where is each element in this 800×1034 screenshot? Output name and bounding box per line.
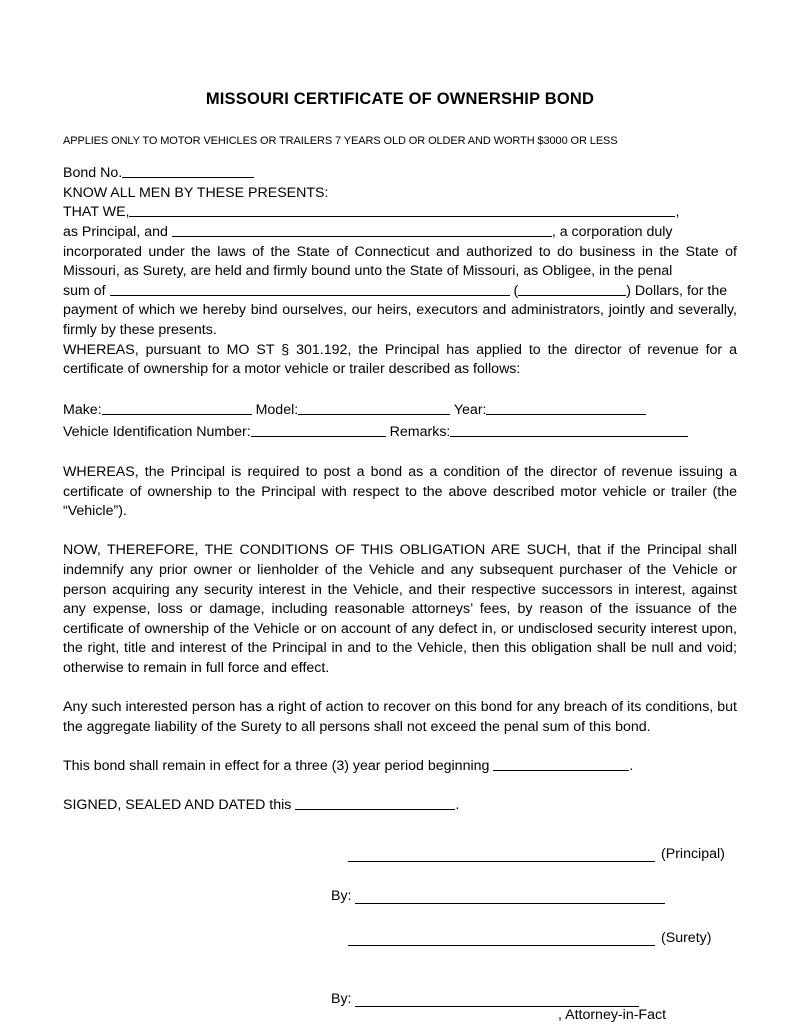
surety-signature-label: (Surety) — [661, 929, 712, 946]
model-input[interactable] — [298, 401, 450, 415]
principal-signature-input[interactable] — [348, 847, 655, 861]
penal-sum-line — [63, 282, 737, 302]
model-label: Model: — [255, 402, 299, 419]
signed-sealed-period: . — [455, 797, 460, 814]
principal-signature-label: (Principal) — [661, 845, 725, 862]
penal-sum-figures-input[interactable] — [518, 282, 626, 296]
incorporated-paragraph: incorporated under the laws of the State of Connecticut and authorized to do business in the State of Missouri, as Surety, are held and firmly bound unto the State of Missouri, as Obligee, in the penal — [63, 243, 737, 280]
effective-period-label: This bond shall remain in effect for a three (3) year period beginning — [63, 757, 490, 774]
sum-of-tail: Dollars, for the — [634, 282, 728, 299]
sum-paren-close: ) — [626, 282, 631, 299]
signature-row-principal-by — [63, 888, 737, 904]
attorney-in-fact-row — [63, 1007, 737, 1023]
effective-date-input[interactable] — [493, 757, 629, 771]
vehicle-row-vin-remarks — [63, 421, 737, 443]
page-title: MISSOURI CERTIFICATE OF OWNERSHIP BOND — [205, 90, 595, 108]
document-body — [63, 147, 737, 816]
penal-sum-words-input[interactable] — [110, 282, 510, 296]
vehicle-details-section — [63, 380, 737, 444]
whereas-bond-paragraph: WHEREAS, the Principal is required to post a bond as a condition of the director of revenue issuing a certificate of ownership to the Principal with respect to the above described motor vehicle or trailer (the “Vehicle”). — [63, 463, 737, 520]
effective-period-line — [63, 757, 737, 777]
know-all-men-line: KNOW ALL MEN BY THESE PRESENTS: — [63, 184, 329, 201]
sum-of-label: sum of — [63, 282, 106, 299]
that-we-label: THAT WE, — [63, 204, 130, 221]
vin-input[interactable] — [251, 423, 386, 437]
right-of-action-paragraph: Any such interested person has a right of action to recover on this bond for any breach of its conditions, but the aggregate liability of the Surety to all persons shall not exceed the penal sum of this bond. — [63, 699, 737, 735]
bond-number-label: Bond No. — [63, 165, 123, 182]
by-label-principal: By: — [331, 887, 352, 904]
attorney-in-fact-label: , Attorney-in-Fact — [558, 1006, 667, 1023]
as-principal-line — [63, 223, 737, 243]
bond-number-input[interactable] — [122, 164, 254, 178]
signature-row-surety-by — [63, 991, 737, 1007]
signature-row-surety — [63, 930, 737, 946]
signed-sealed-line — [63, 796, 737, 816]
that-we-tail: , — [675, 204, 680, 221]
principal-name-input[interactable] — [129, 203, 675, 217]
now-therefore-paragraph: NOW, THEREFORE, THE CONDITIONS OF THIS OBLIGATION ARE SUCH, that if the Principal shall indemnify any prior owner or lienholder of the Vehicle and any subsequent purchaser of the Vehicle or person acquiring any security interest in the Vehicle, and their respective successors in interest, against any expense, loss or damage, including reasonable attorneys’ fees, by reason of the issuance of the certificate of ownership of the Vehicle or on account of any defect in, or undisclosed security interest upon, the right, title and interest of the Principal in and to the Vehicle, then this obligation shall be null and void; otherwise to remain in full force and effect. — [63, 542, 737, 676]
remarks-label: Remarks: — [389, 424, 451, 441]
as-principal-tail: , a corporation duly — [551, 223, 673, 240]
signed-date-input[interactable] — [295, 796, 455, 810]
remarks-input[interactable] — [450, 423, 688, 437]
year-label: Year: — [453, 402, 487, 419]
by-label-surety: By: — [331, 990, 352, 1007]
as-principal-label: as Principal, and — [63, 223, 168, 240]
whereas-statute-paragraph: WHEREAS, pursuant to MO ST § 301.192, the Principal has applied to the director of revenue for a certificate of ownership for a motor vehicle or trailer described as follows: — [63, 341, 737, 378]
surety-name-input[interactable] — [172, 223, 552, 237]
bond-number-line — [63, 164, 737, 184]
effective-period-period: . — [629, 757, 634, 774]
payment-of-which-paragraph: payment of which we hereby bind ourselves, our heirs, executors and administrators, jointly and severally, firmly by these presents. — [63, 302, 737, 338]
make-input[interactable] — [102, 401, 252, 415]
signature-row-principal — [63, 846, 737, 862]
signed-sealed-label: SIGNED, SEALED AND DATED this — [63, 797, 292, 814]
vin-label: Vehicle Identification Number: — [63, 424, 251, 441]
document-subtitle: APPLIES ONLY TO MOTOR VEHICLES OR TRAILERS 7 YEARS OLD OR OLDER AND WORTH $3000 OR LESS — [63, 135, 618, 147]
that-we-line — [63, 203, 737, 223]
signature-block — [63, 816, 737, 1023]
vehicle-row-make-model-year — [63, 399, 737, 421]
make-label: Make: — [63, 402, 102, 419]
surety-by-input[interactable] — [355, 992, 639, 1006]
year-input[interactable] — [486, 401, 646, 415]
surety-signature-input[interactable] — [348, 931, 655, 945]
principal-by-input[interactable] — [355, 889, 665, 903]
sum-paren-open: ( — [513, 282, 519, 299]
